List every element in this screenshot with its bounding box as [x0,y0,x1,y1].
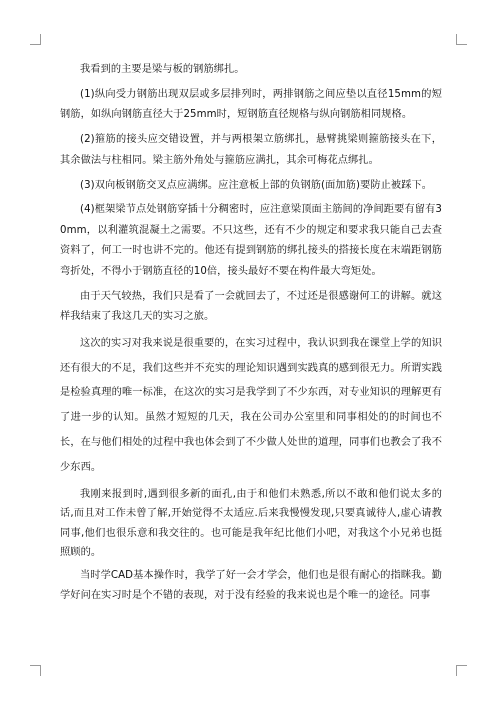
paragraph-rule-4: (4)框架梁节点处钢筋穿插十分稠密时，应注意梁顶面主筋间的净间距要有留有30mm，以利灌筑混凝土之需要。不只这些，还有不少的规定和要求我只能自己去查资料了，何工一时也讲不完的。他还有提到钢筋的绑扎接头的搭接长度在末端距钢筋弯折处，不得小于钢筋直径的10倍，接头最好不要在构件最大弯矩处。 [60,204,442,277]
crop-mark-top-left [30,34,41,45]
paragraph-weather: 由于天气较热，我们只是看了一会就回去了，不过还是很感谢何工的讲解。就这样我结束了我这几天的实习之旅。 [60,290,442,322]
paragraph-intro: 我看到的主要是梁与板的钢筋绑扎。 [80,64,245,75]
paragraph-rule-2: (2)箍筋的接头应交错设置，并与两根架立筋绑扎，悬臂挑梁则箍筋接头在下，其余做法与柱相同。梁主筋外角处与箍筋应满扎，其余可梅花点绑扎。 [60,134,442,166]
paragraph-reflection: 这次的实习对我来说是很重要的，在实习过程中，我认识到我在课堂上学的知识还有很大的不足，我们这些并不充实的理论知识遇到实践真的感到很无力。所谓实践是检验真理的唯一标准，在这次的实习是我学到了不少东西，对专业知识的理解更有了进一步的认知。虽然才短短的几天，我在公司办公室里和同事相处的的时间也不长，在与他们相处的过程中我也体会到了不少做人处世的道理，同事们也教会了我不少东西。 [60,337,442,473]
crop-mark-bottom-left [30,665,41,676]
paragraph-rule-1: (1)纵向受力钢筋出现双层或多层排列时，两排钢筋之间应垫以直径15mm的短钢筋，如纵向钢筋直径大于25mm时，短钢筋直径规格与纵向钢筋相同规格。 [60,88,442,121]
document-body [60,60,442,609]
paragraph-arrival: 我刚来报到时,遇到很多新的面孔,由于和他们未熟悉,所以不敢和他们说太多的话,而且对工作未曾了解,开始觉得不太适应.后来我慢慢发现,只要真诚待人,虚心请教同事,他们也很乐意和我交往的。也可能是我年纪比他们小吧，对我这个小兄弟也挺照顾的。 [60,489,442,558]
paragraph-rule-3: (3)双向板钢筋交叉点应满绑。应注意板上部的负钢筋(面加筋)要防止被踩下。 [80,179,433,191]
crop-mark-top-right [456,34,467,45]
paragraph-cad: 当时学CAD基本操作时，我学了好一会才学会，他们也是很有耐心的指眯我。勤学好问在实习时是个不错的表现，对于没有经验的我来说也是个唯一的途径。同事 [60,570,442,601]
crop-mark-bottom-right [456,665,467,676]
